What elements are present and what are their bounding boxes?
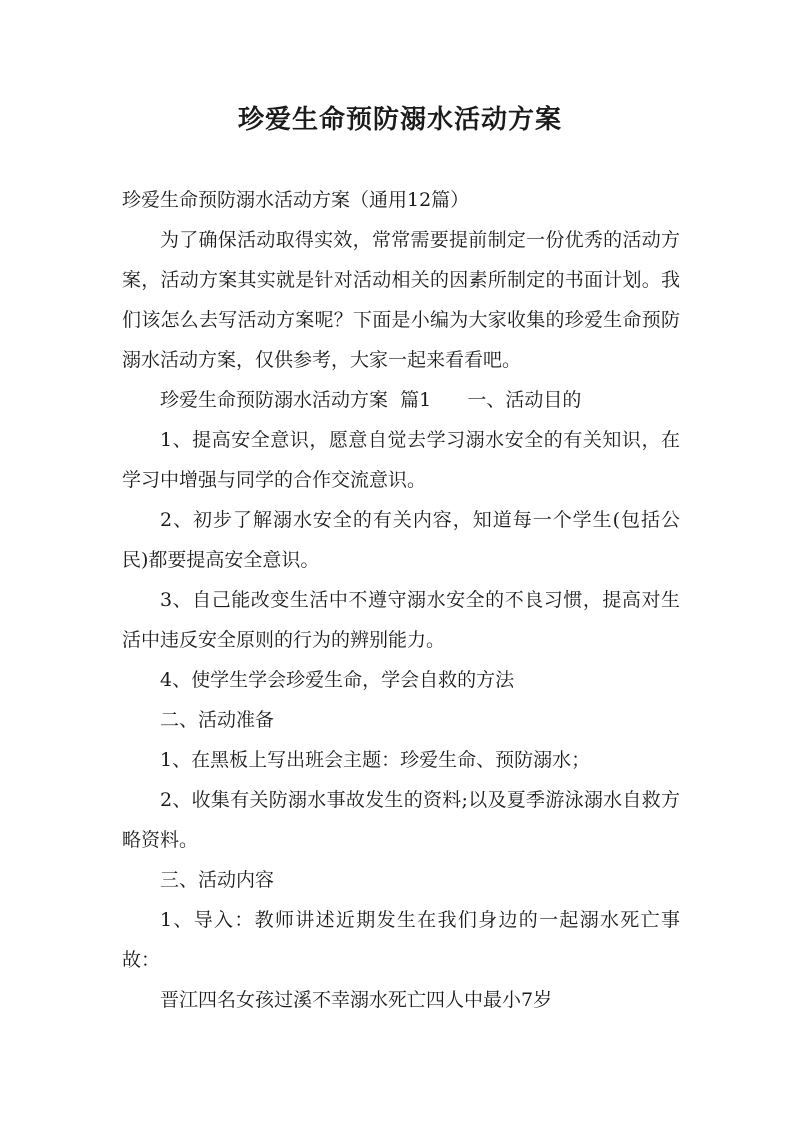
list-item-prep-1: 1、在黑板上写出班会主题：珍爱生命、预防溺水； [160, 749, 591, 771]
list-item-content-1: 1、导入：教师讲述近期发生在我们身边的一起溺水死亡事故： [122, 909, 680, 971]
list-item-goal-1: 1、提高安全意识，愿意自觉去学习溺水安全的有关知识，在学习中增强与同学的合作交流意识。 [122, 429, 680, 491]
intro-paragraph: 为了确保活动取得实效，常常需要提前制定一份优秀的活动方案，活动方案其实就是针对活动相关的因素所制定的书面计划。我们该怎么去写活动方案呢？下面是小编为大家收集的珍爱生命预防溺水活动方案，仅供参考，大家一起来看看吧。 [122, 229, 680, 371]
subtitle-paragraph: 珍爱生命预防溺水活动方案（通用12篇） [122, 189, 470, 211]
list-item-prep-2: 2、收集有关防溺水事故发生的资料;以及夏季游泳溺水自救方略资料。 [122, 789, 680, 851]
list-item-goal-4: 4、使学生学会珍爱生命，学会自救的方法 [160, 669, 515, 691]
list-item-goal-3: 3、自己能改变生活中不遵守溺水安全的不良习惯，提高对生活中违反安全原则的行为的辨别能力。 [122, 589, 680, 651]
document-body [122, 180, 680, 1020]
section-heading-1: 珍爱生命预防溺水活动方案 篇1 一、活动目的 [160, 389, 582, 411]
news-headline: 晋江四名女孩过溪不幸溺水死亡四人中最小7岁 [160, 989, 553, 1011]
section-heading-3: 三、活动内容 [160, 869, 275, 891]
document-title: 珍爱生命预防溺水活动方案 [237, 105, 562, 135]
section-heading-2: 二、活动准备 [160, 709, 275, 731]
list-item-goal-2: 2、初步了解溺水安全的有关内容，知道每一个学生(包括公民)都要提高安全意识。 [122, 509, 680, 571]
